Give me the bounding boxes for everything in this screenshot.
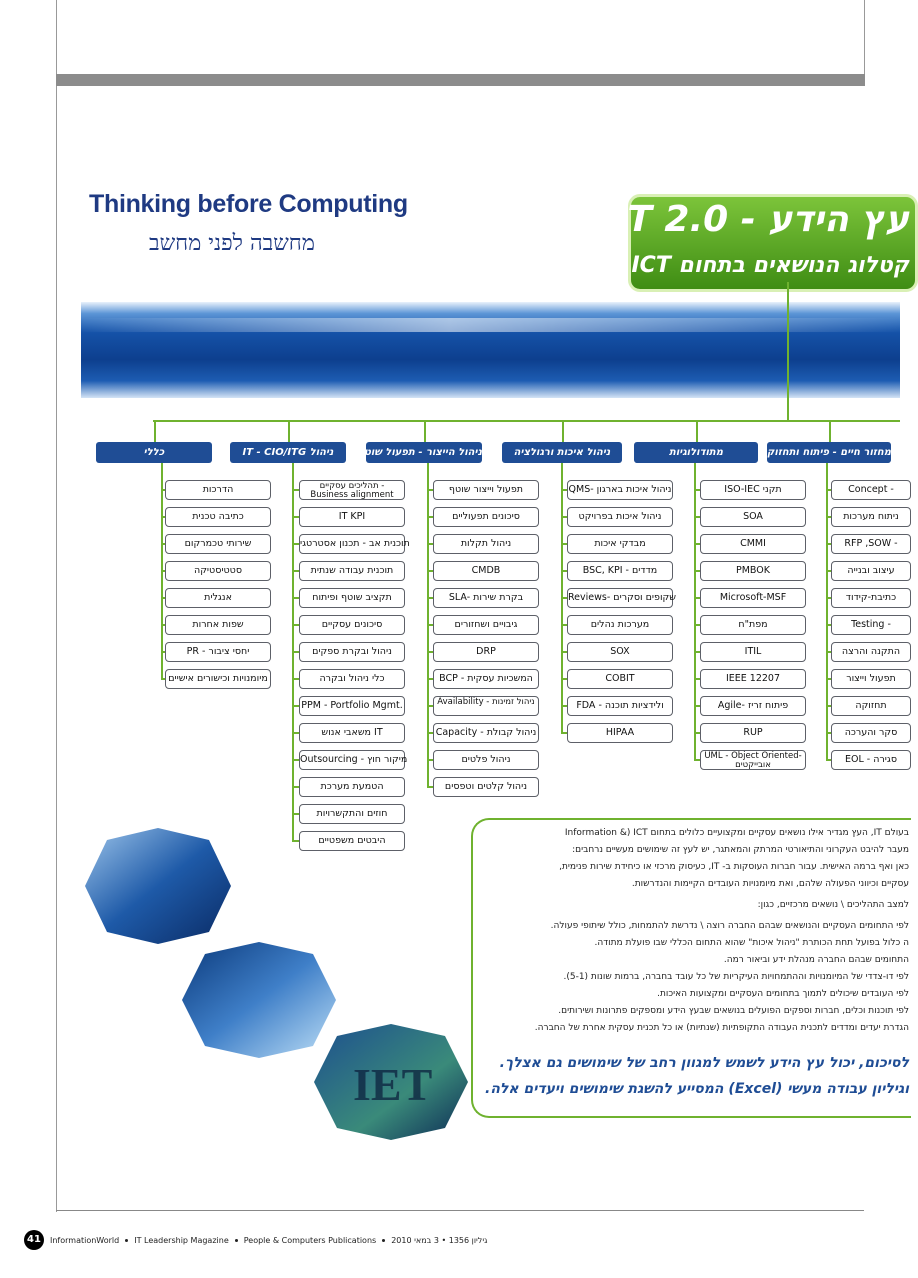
- tree-node: COBIT: [567, 669, 673, 689]
- tree-node: EOL - סגירה: [831, 750, 911, 770]
- tree-node: כתיבה טכנית: [165, 507, 271, 527]
- tree-node: אנגלית: [165, 588, 271, 608]
- footer-part: גיליון 1356 • 3 במאי 2010: [391, 1235, 488, 1245]
- textbox-line: מעבר להיבט העקרוני והתיאורטי המרתק והמאתגר, יש לעץ זה שימושים מעשיים נרחבים:: [572, 845, 909, 855]
- tree-node: ניהול ובקרת ספקים: [299, 642, 405, 662]
- tree-node: סטטיסטיקה: [165, 561, 271, 581]
- tree-node: משאבי אנוש IT: [299, 723, 405, 743]
- page-number: 41: [24, 1230, 44, 1250]
- textbox-line: עסקיים וכיווני הפעולה שלהם, ואת מיומנויות העובדים הקיימות והנדרשות.: [631, 879, 909, 889]
- title-hebrew: מחשבה לפני מחשב: [149, 231, 315, 256]
- page-frame-bottom: [56, 1210, 864, 1211]
- textbox-summary-line: לסיכום, יכול עץ הידע לשמש למגוון רחב של שימושים גם אצלך.: [499, 1055, 909, 1071]
- tree-node: Reviews- שקופים וסקרים: [567, 588, 673, 608]
- tree-node: מיומנויות וכישורים אישיים: [165, 669, 271, 689]
- banner-title: עץ הידע - IT 2.0: [613, 199, 909, 240]
- tree-node: Testing -: [831, 615, 911, 635]
- title-english: Thinking before Computing: [89, 190, 408, 218]
- tree-node: ניהול קלטים וטפסים: [433, 777, 539, 797]
- tree-node: PMBOK: [700, 561, 806, 581]
- textbox-line: לפי התחומים העסקיים והנושאים שבהם החברה רוצה \ נדרשת להתמחות, כולל שיתופי פעולה.: [550, 921, 909, 931]
- column-header: ניהול איכות ורגולציה: [502, 442, 622, 463]
- textbox-summary-line: וגיליון עבודה מעשי (Excel) המסייע להשגת שימושים ויעדים אלה.: [485, 1081, 909, 1097]
- tree-node: מערכות נהלים: [567, 615, 673, 635]
- tree-node: SLA- בקרת שירות: [433, 588, 539, 608]
- tree-node: SOX: [567, 642, 673, 662]
- tree-node: BCP - המשכיות עסקית: [433, 669, 539, 689]
- footer-part: IT Leadership Magazine: [134, 1235, 229, 1245]
- footer-bullet: [235, 1239, 238, 1242]
- page-frame-left: [56, 0, 57, 1212]
- tree-node: HIPAA: [567, 723, 673, 743]
- textbox-line: לפי דו-צדדי של המיומנויות וההתמחויות העיקריות של כל עובד בחברה, ברמות שונות (5-1).: [563, 972, 909, 982]
- tree-node: תקציב שוטף ופיתוח: [299, 588, 405, 608]
- tree-node: הדרכות: [165, 480, 271, 500]
- tree-node: Agile- פיתוח זריז: [700, 696, 806, 716]
- column-header: ניהול IT - CIO/ITG: [230, 442, 346, 463]
- tree-node: גיבויים ושחזורים: [433, 615, 539, 635]
- tree-node: חוזים והתקשרויות: [299, 804, 405, 824]
- tree-node: Capacity - ניהול קבולת: [433, 723, 539, 743]
- tree-node: Concept -: [831, 480, 911, 500]
- tree-node: RFP ,SOW -: [831, 534, 911, 554]
- tree-node: BSC, KPI - מדדים: [567, 561, 673, 581]
- textbox-line: למצב התהליכים \ נושאים מרכזיים, כגון:: [757, 900, 909, 910]
- tree-node: QMS- ניהול איכות בארגון: [567, 480, 673, 500]
- tree-node: סקר והערכה: [831, 723, 911, 743]
- tree-node: PPM - Portfolio Mgmt.: [299, 696, 405, 716]
- tree-node: תהליכים עסקיים - Business alignment: [299, 480, 405, 500]
- tree-node: ITIL: [700, 642, 806, 662]
- tree-node: CMMI: [700, 534, 806, 554]
- tree-node: כתיבת-קידוד: [831, 588, 911, 608]
- tree-node: שירותי טכמרקום: [165, 534, 271, 554]
- tree-node: Availability - ניהול זמינות: [433, 696, 539, 716]
- tree-node: ניהול תקלות: [433, 534, 539, 554]
- hex-photo-business-people: [85, 828, 231, 944]
- tree-node: Microsoft-MSF: [700, 588, 806, 608]
- textbox-line: בעולם IT, העץ מגדיר אילו נושאים עסקיים ומקצועיים כלולים בתחום Information &) ICT: [564, 828, 909, 838]
- footer-bullet: [125, 1239, 128, 1242]
- tree-node: כלי ניהול ובקרה: [299, 669, 405, 689]
- tree-node: IEEE 12207: [700, 669, 806, 689]
- textbox-line: לפי תוכנות וכלים, חברות וספקים הפועלים בנושאים שבעץ הידע ומספקים פתרונות ושירותים.: [558, 1006, 909, 1016]
- tree-node: ניתוח מערכות: [831, 507, 911, 527]
- tree-node: הטמעת מערכת: [299, 777, 405, 797]
- textbox-line: לפי העובדים שיכולים לתמוך בתחומים העסקיים ומקצועות האיכות.: [657, 989, 909, 999]
- textbox-line: ה כלול בפועל תחת הכותרת "ניהול איכות" שהוא התחום הכללי שבו פועלת מתודה.: [594, 938, 909, 948]
- tree-node: Outsourcing - מיקור חוץ: [299, 750, 405, 770]
- tree-node: ניהול פלטים: [433, 750, 539, 770]
- tree-node: DRP: [433, 642, 539, 662]
- column-header: מחזור חיים - פיתוח ותחזוקה: [767, 442, 891, 463]
- tree-node: סיכונים עסקיים: [299, 615, 405, 635]
- hex-photo-keyboard: [182, 942, 336, 1058]
- tree-node: SOA: [700, 507, 806, 527]
- tree-node: ISO-IEC תקני: [700, 480, 806, 500]
- column-header: ניהול הייצור - תפעול שוטף: [366, 442, 482, 463]
- footer-part: People & Computers Publications: [243, 1235, 377, 1245]
- tree-node: FDA - ולידציות תוכנה: [567, 696, 673, 716]
- tree-node: שפות אחרות: [165, 615, 271, 635]
- article-textbox: [471, 818, 911, 1118]
- tree-node: תוכנית אב - תכנון אסטרטגי: [299, 534, 405, 554]
- tree-node: תפעול וייצור: [831, 669, 911, 689]
- textbox-line: כאן ואף ברמה האישית. עבור חברות העוסקות ב- IT, כעיסוק מרכזי או כיחידת שירות פנימית,: [559, 862, 909, 872]
- tree-node: PR - יחסי ציבור: [165, 642, 271, 662]
- tree-node: ניהול איכות בפרויקט: [567, 507, 673, 527]
- article-figure: [81, 152, 909, 1208]
- textbox-line: הגדרת יעדים ומדדים לתכנית העבודה התקופתיות (שנתיות) או כל תכנית עסקית אחרת של החברה.: [534, 1023, 909, 1033]
- tree-node: עיצוב ובנייה: [831, 561, 911, 581]
- tree-node: UML - Object Oriented- אובייקטים: [700, 750, 806, 770]
- tree-node: IT KPI: [299, 507, 405, 527]
- page-footer: [24, 1230, 487, 1250]
- tree-node: סיכונים תפעוליים: [433, 507, 539, 527]
- tree-node: RUP: [700, 723, 806, 743]
- hex-letters-text: IET: [353, 1059, 433, 1110]
- tree-node: התקנה והרצה: [831, 642, 911, 662]
- tree-node: CMDB: [433, 561, 539, 581]
- tree-node: תוכנית עבודה שנתית: [299, 561, 405, 581]
- page-frame-right: [864, 0, 865, 82]
- tree-node: מפת"ח: [700, 615, 806, 635]
- banner-subtitle: קטלוג הנושאים בתחום ICT: [631, 253, 909, 278]
- tree-node: היבטים משפטיים: [299, 831, 405, 851]
- top-gray-bar: [56, 74, 865, 86]
- column-header: מתודולוגיות: [634, 442, 758, 463]
- tree-node: תפעול וייצור שוטף: [433, 480, 539, 500]
- column-header: כללי: [96, 442, 212, 463]
- footer-text: [50, 1236, 487, 1245]
- footer-part: InformationWorld: [50, 1235, 120, 1245]
- footer-bullet: [382, 1239, 385, 1242]
- tree-node: מבדקי איכות: [567, 534, 673, 554]
- textbox-line: התחומים שבהם החברה מנהלת ידע וביאור רמה.: [723, 955, 909, 965]
- tree-node: תחזוקה: [831, 696, 911, 716]
